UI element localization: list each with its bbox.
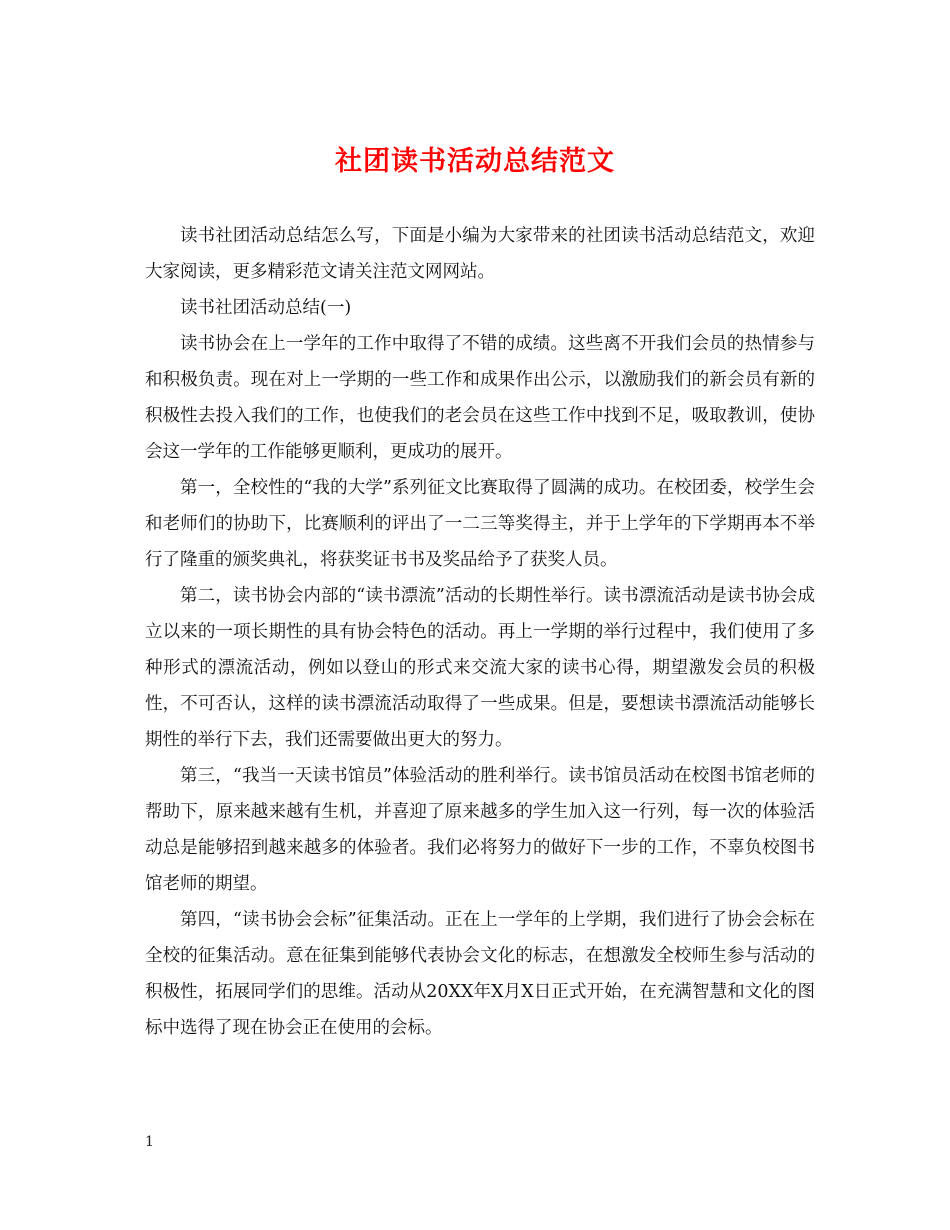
body-paragraph: 第一，全校性的“我的大学”系列征文比赛取得了圆满的成功。在校团委，校学生会和老师们的协助下，比赛顺利的评出了一二三等奖得主，并于上学年的下学期再本不举行了隆重的颁奖典礼，将获奖证书书及奖品给予了获奖人员。 <box>145 478 815 570</box>
page-number: 1 <box>145 1134 154 1150</box>
document-body <box>145 218 815 1046</box>
body-paragraph: 第三，“我当一天读书馆员”体验活动的胜利举行。读书馆员活动在校图书馆老师的帮助下，原来越来越有生机，并喜迎了原来越多的学生加入这一行列，每一次的体验活动总是能够招到越来越多的体验者。我们必将努力的做好下一步的工作，不辜负校图书馆老师的期望。 <box>145 766 815 894</box>
section-heading: 读书社团活动总结(一) <box>180 298 352 318</box>
body-paragraph: 第二，读书协会内部的“读书漂流”活动的长期性举行。读书漂流活动是读书协会成立以来的一项长期性的具有协会特色的活动。再上一学期的举行过程中，我们使用了多种形式的漂流活动，例如以登山的形式来交流大家的读书心得，期望激发会员的积极性，不可否认，这样的读书漂流活动取得了一些成果。但是，要想读书漂流活动能够长期性的举行下去，我们还需要做出更大的努力。 <box>145 586 815 750</box>
document-title: 社团读书活动总结范文 <box>335 146 615 177</box>
body-paragraph: 读书协会在上一学年的工作中取得了不错的成绩。这些离不开我们会员的热情参与和积极负责。现在对上一学期的一些工作和成果作出公示，以激励我们的新会员有新的积极性去投入我们的工作，也使我们的老会员在这些工作中找到不足，吸取教训，使协会这一学年的工作能够更顺利，更成功的展开。 <box>145 334 815 462</box>
intro-paragraph: 读书社团活动总结怎么写，下面是小编为大家带来的社团读书活动总结范文，欢迎大家阅读，更多精彩范文请关注范文网网站。 <box>145 226 815 282</box>
body-paragraph: 第四，“读书协会会标”征集活动。正在上一学年的上学期，我们进行了协会会标在全校的征集活动。意在征集到能够代表协会文化的标志，在想激发全校师生参与活动的积极性，拓展同学们的思维。活动从20XX年X月X日正式开始，在充满智慧和文化的图标中选得了现在协会正在使用的会标。 <box>145 910 815 1038</box>
